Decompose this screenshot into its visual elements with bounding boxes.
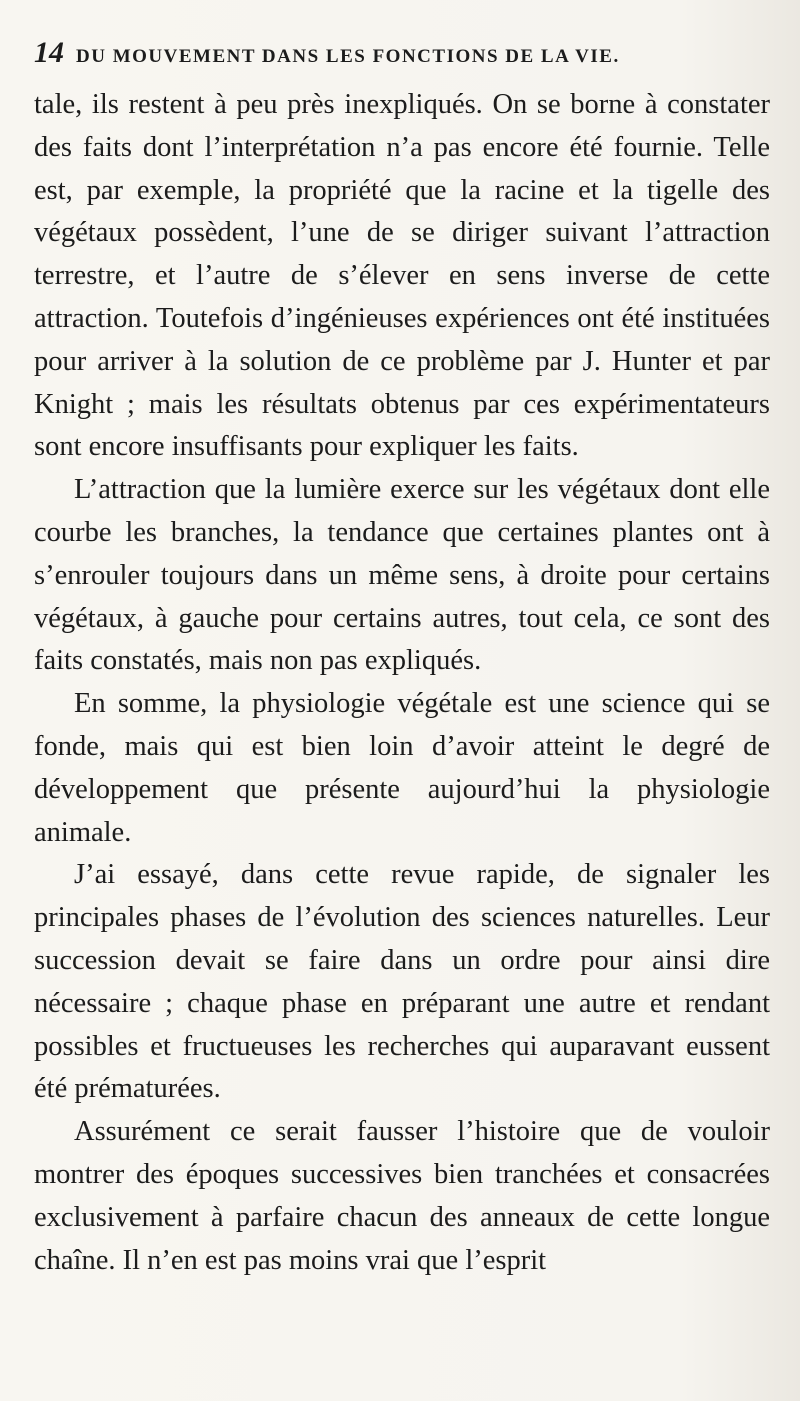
paragraph-1: tale, ils restent à peu près inexpliqués. On se borne à constater des faits dont l’interprétation n’a pas encore été fournie. Telle est, par exemple, la propriété que la racine et la tigelle des végétaux possèdent, l’une de se diriger suivant l’attraction terrestre, et l’autre de s’élever en sens inverse de cette attraction. Toutefois d’ingénieuses expériences ont été instituées pour arriver à la solution de ce problème par J. Hunter et par Knight ; mais les résultats obtenus par ces expérimentateurs sont encore insuffisants pour expliquer les faits. [34, 89, 770, 463]
running-head [34, 36, 770, 84]
paragraph-3: En somme, la physiologie végétale est une science qui se fonde, mais qui est bien loin d’avoir atteint le degré de développement que présente aujourd’hui la physiologie animale. [34, 688, 770, 848]
page-text [34, 84, 770, 1282]
paragraph-4: J’ai essayé, dans cette revue rapide, de signaler les principales phases de l’évolution des sciences naturelles. Leur succession devait se faire dans un ordre pour ainsi dire nécessaire ; chaque phase en préparant une autre et rendant possibles et fructueuses les recherches qui auparavant eussent été prématurées. [34, 859, 770, 1105]
paragraph-2: L’attraction que la lumière exerce sur les végétaux dont elle courbe les branches, la tendance que certaines plantes ont à s’enrouler toujours dans un même sens, à droite pour certains végétaux, à gauche pour certains autres, tout cela, ce sont des faits constatés, mais non pas expliqués. [34, 474, 770, 677]
page-number: 14 [34, 36, 64, 69]
running-title: DU MOUVEMENT DANS LES FONCTIONS DE LA VIE. [76, 46, 620, 67]
paragraph-5: Assurément ce serait fausser l’histoire que de vouloir montrer des époques successives bien tranchées et consacrées exclusivement à parfaire chacun des anneaux de cette longue chaîne. Il n’en est pas moins vrai que l’esprit [34, 1116, 770, 1276]
